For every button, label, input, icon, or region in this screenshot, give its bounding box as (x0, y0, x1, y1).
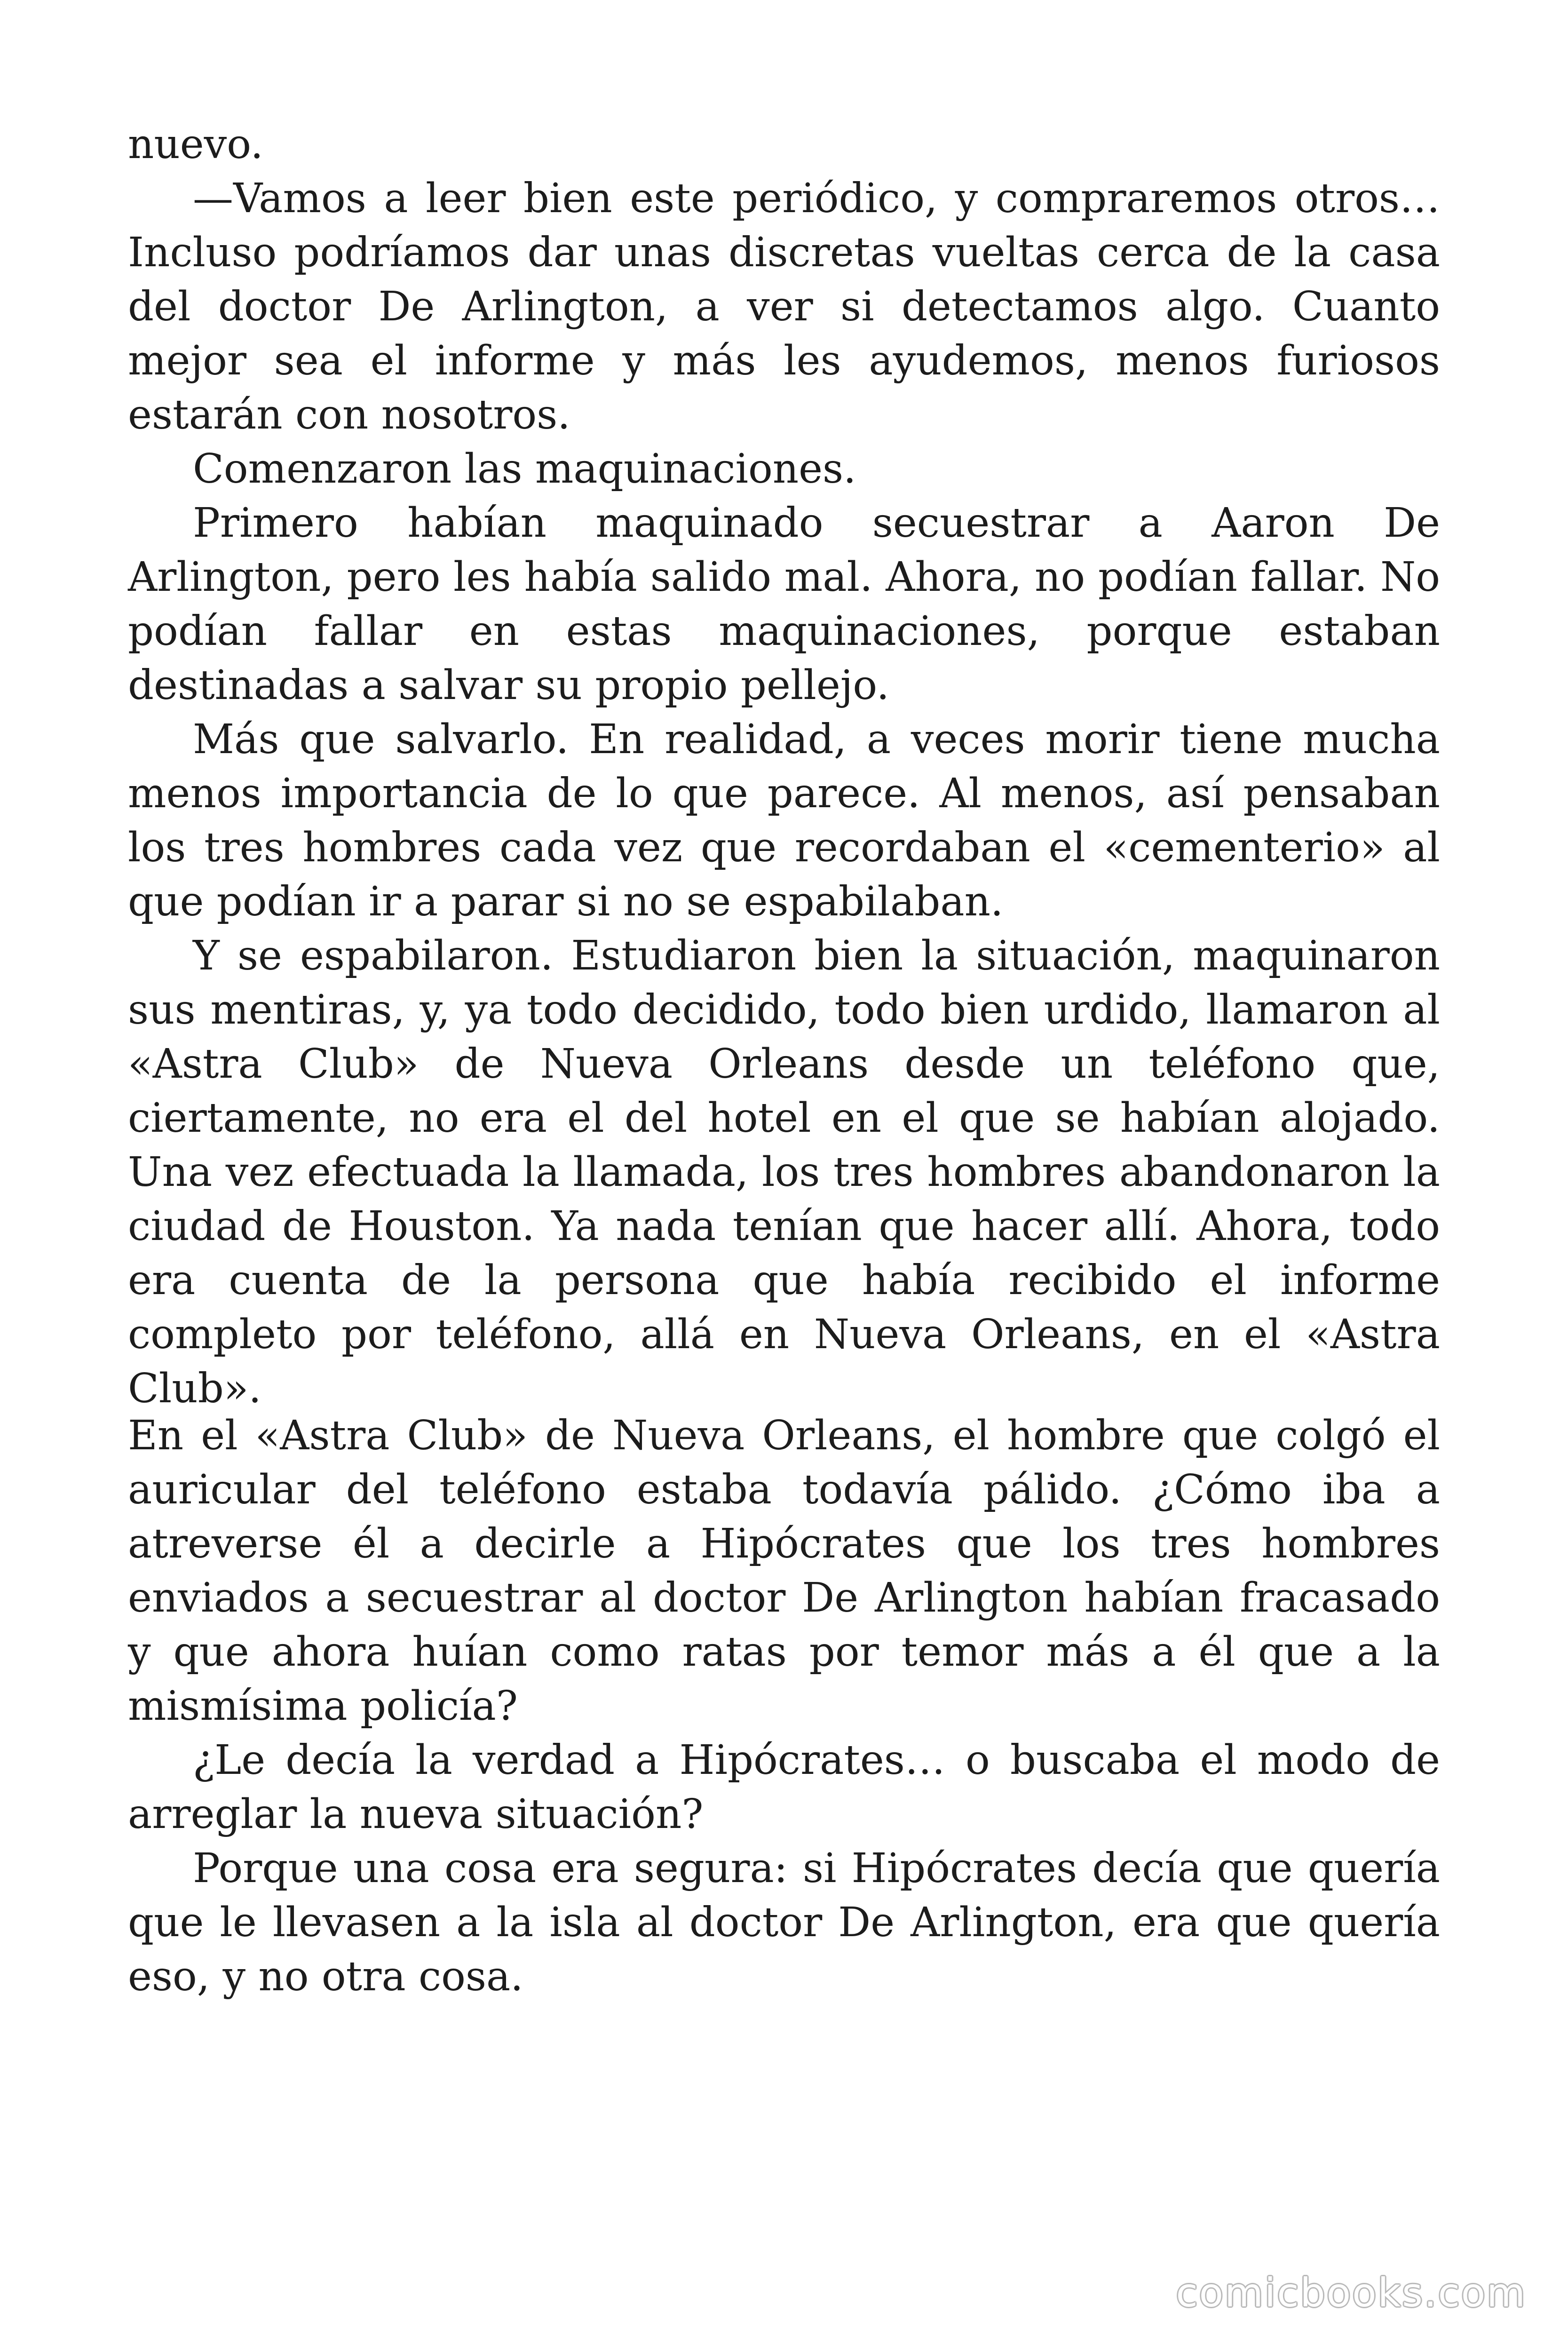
paragraph: Y se espabilaron. Estudiaron bien la situación, maquinaron sus mentiras, y, ya todo decidido, todo bien urdido, llamaron al «Astra Club» de Nueva Orleans desde un teléfono que, ciertamente, no era el del hotel en el que se habían alojado. Una vez efectuada la llamada, los tres hombres abandonaron la ciudad de Houston. Ya nada tenían que hacer allí. Ahora, todo era cuenta de la persona que había recibido el informe completo por teléfono, allá en Nueva Orleans, en el «Astra Club». (128, 932, 1440, 1412)
paragraph: Primero habían maquinado secuestrar a Aaron De Arlington, pero les había salido mal. Ahora, no podían fallar. No podían fallar en estas maquinaciones, porque estaban destinadas a salvar su propio pellejo. (128, 500, 1440, 709)
paragraph-dialogue: —Vamos a leer bien este periódico, y compraremos otros… Incluso podríamos dar unas discretas vueltas cerca de la casa del doctor De Arlington, a ver si detectamos algo. Cuanto mejor sea el informe y más les ayudemos, menos furiosos estarán con nosotros. (128, 175, 1440, 438)
paragraph: Comenzaron las maquinaciones. (193, 445, 856, 493)
paragraph: Más que salvarlo. En realidad, a veces morir tiene mucha menos importancia de lo que parece. Al menos, así pensaban los tres hombres cada vez que recordaban el «cementerio» al que podían ir a parar si no se espabilaban. (128, 716, 1440, 925)
paragraph-continuation: nuevo. (128, 121, 263, 168)
text-section-1 (128, 118, 1440, 1416)
text-section-2 (128, 1409, 1440, 2004)
watermark-logo: comicbooks.com (1176, 2270, 1527, 2316)
paragraph: Porque una cosa era segura: si Hipócrates decía que quería que le llevasen a la isla al doctor De Arlington, era que quería eso, y no otra cosa. (128, 1845, 1440, 2000)
paragraph-section-start: En el «Astra Club» de Nueva Orleans, el hombre que colgó el auricular del teléfono estaba todavía pálido. ¿Cómo iba a atreverse él a decirle a Hipócrates que los tres hombres enviados a secuestrar al doctor De Arlington habían fracasado y que ahora huían como ratas por temor más a él que a la mismísima policía? (128, 1412, 1440, 1730)
paragraph: ¿Le decía la verdad a Hipócrates… o buscaba el modo de arreglar la nueva situación? (128, 1737, 1440, 1838)
